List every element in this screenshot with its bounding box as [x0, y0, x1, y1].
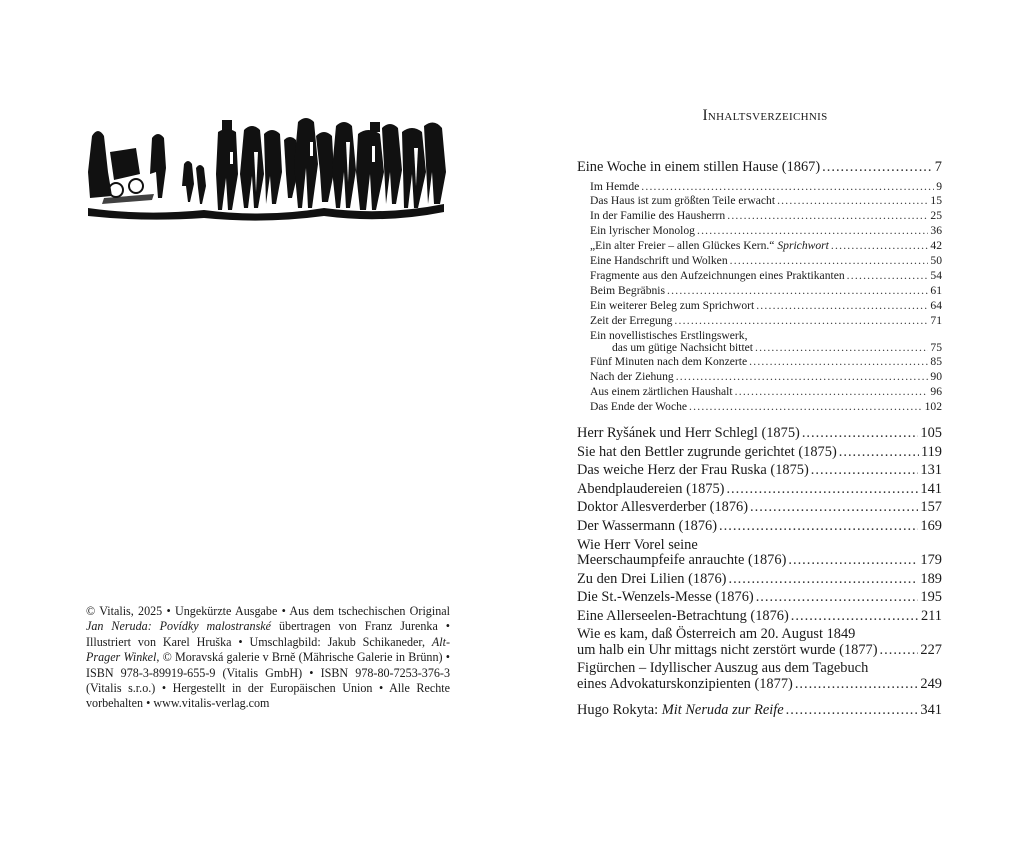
toc-subentry[interactable]: [577, 299, 942, 314]
toc-subentry-title: Zeit der Erregung: [590, 313, 673, 327]
toc-subentry-title: Aus einem zärtlichen Haushalt: [590, 385, 733, 399]
toc-subentry-multiline[interactable]: [577, 329, 942, 356]
colophon-text: übertragen von Franz Jurenka • Illustriert von Karel Hruška • Umschlagbild: Jakub Schikaneder,: [86, 619, 450, 649]
toc-entry-page: 211: [920, 607, 942, 624]
toc-entry-page: 131: [920, 462, 942, 479]
toc-entry-page: 7: [934, 159, 942, 175]
toc-entry-title: Meerschaumpfeife anrauchte (1876): [577, 552, 787, 569]
toc-subentry-page: 36: [930, 224, 942, 238]
toc-subentry[interactable]: [577, 254, 942, 269]
toc-subentry[interactable]: [577, 385, 942, 400]
toc-subentry-page: 9: [936, 179, 942, 193]
toc-subentry-page: 15: [930, 194, 942, 208]
toc-entry-title: Wie Herr Vorel seine: [577, 536, 698, 553]
toc-subentry-title: „Ein alter Freier – allen Glückes Kern.“ Sprichwort: [590, 239, 829, 253]
toc-subentry-page: 54: [930, 268, 942, 282]
toc-subentry-page: 85: [930, 355, 942, 369]
toc-subentry[interactable]: [577, 209, 942, 224]
toc-entry-title: Abendplaudereien (1875): [577, 480, 725, 497]
toc-subentry-page: 61: [930, 283, 942, 297]
toc-subentry-title: Fragmente aus den Aufzeichnungen eines Praktikanten: [590, 268, 845, 282]
toc-subentry-title: Nach der Ziehung: [590, 370, 674, 384]
toc-subentry-title: Beim Begräbnis: [590, 283, 666, 297]
toc-entry[interactable]: [577, 571, 942, 590]
toc-subentry-page: 96: [930, 385, 942, 399]
toc-entry-page: 179: [920, 552, 942, 569]
toc-entry-title: Figürchen – Idyllischer Auszug aus dem Tagebuch: [577, 660, 869, 677]
toc-entry-multiline[interactable]: [577, 626, 942, 660]
toc-entry-page: 227: [920, 641, 942, 658]
colophon: [86, 604, 450, 712]
toc-entry-page: 341: [920, 701, 942, 718]
toc-subentry-title: das um gütige Nachsicht bittet: [612, 340, 754, 354]
toc-entry-title: eines Advokaturskonzipienten (1877): [577, 675, 793, 692]
toc-subentry-title: Das Haus ist zum größten Teile erwacht: [590, 194, 776, 208]
original-title: Jan Neruda: Povídky malostranské: [86, 619, 272, 634]
toc-entry-title: Der Wassermann (1876): [577, 517, 718, 534]
toc-subentry[interactable]: [577, 194, 942, 209]
toc-entry-title: Hugo Rokyta: Mit Neruda zur Reife: [577, 701, 784, 718]
toc-entry-multiline[interactable]: [577, 537, 942, 571]
toc-entry-page: 157: [920, 499, 942, 516]
toc-subentry-page: 64: [930, 298, 942, 312]
toc-subentry[interactable]: [577, 370, 942, 385]
toc-subentry-page: 25: [930, 209, 942, 223]
toc-heading: Inhaltsverzeichnis: [702, 107, 828, 124]
toc-subentry[interactable]: [577, 224, 942, 239]
toc-afterword-entry[interactable]: [577, 702, 942, 721]
toc-subentry-page: 71: [930, 313, 942, 327]
toc-entry-page: 141: [920, 480, 942, 497]
toc-entry[interactable]: [577, 499, 942, 518]
colophon-text: , © Moravská galerie v Brně (Mährische Galerie in Brünn) • ISBN 978-3-89919-655-9 (Vitalis GmbH) • ISBN 978-80-7253-376-3 (Vitalis s.r.o.) • Hergestellt in der Europäischen Union • Alle Rechte vorbehalten • www.vitalis-verlag.com: [86, 650, 450, 711]
toc-entry[interactable]: [577, 444, 942, 463]
toc-entry-title: Das weiche Herz der Frau Ruska (1875): [577, 462, 809, 479]
toc-entry-page: 189: [920, 570, 942, 587]
toc-subentry-title: Das Ende der Woche: [590, 400, 688, 414]
toc-subentry-title: In der Familie des Hausherrn: [590, 209, 726, 223]
toc-subentry-page: 50: [930, 254, 942, 268]
toc-subentry-title: Ein weiterer Beleg zum Sprichwort: [590, 298, 755, 312]
toc-entry-title: um halb ein Uhr mittags nicht zerstört wurde (1877): [577, 641, 878, 658]
toc-subentry-page: 102: [924, 400, 942, 414]
toc-subentry-title: Fünf Minuten nach dem Konzerte: [590, 355, 748, 369]
toc-subentry[interactable]: [577, 239, 942, 254]
leader-dots: [822, 159, 933, 176]
toc-subentry-page: 75: [930, 340, 942, 354]
toc-entry-page: 119: [920, 443, 942, 460]
toc-subentry-page: 90: [930, 370, 942, 384]
toc-subentry[interactable]: [577, 180, 942, 195]
toc-entry-page: 105: [920, 424, 942, 441]
cover-title: Alt-Prager Winkel: [86, 634, 450, 665]
toc-entry-page: 169: [920, 517, 942, 534]
toc-entry[interactable]: [577, 608, 942, 627]
street-crowd-illustration: [84, 112, 448, 224]
toc-subentry-title: Ein novellistisches Erstlingswerk,: [590, 328, 748, 342]
toc-entry[interactable]: [577, 462, 942, 481]
toc-entry-multiline[interactable]: [577, 660, 942, 694]
toc-entry-page: 249: [920, 675, 942, 692]
toc-entry-title: Eine Woche in einem stillen Hause (1867): [577, 159, 821, 175]
colophon-text: © Vitalis, 2025 • Ungekürzte Ausgabe • Aus dem tschechischen Original: [86, 604, 450, 618]
toc-entry[interactable]: [577, 518, 942, 537]
right-page: [510, 0, 1020, 867]
toc-subentry-title: Ein lyrischer Monolog: [590, 224, 695, 238]
toc-entry[interactable]: [577, 159, 942, 178]
toc-entry-title: Die St.-Wenzels-Messe (1876): [577, 589, 754, 606]
toc-entry-title: Sie hat den Bettler zugrunde gerichtet (1875): [577, 443, 837, 460]
toc-entry-title: Zu den Drei Lilien (1876): [577, 570, 727, 587]
table-of-contents: [577, 159, 942, 720]
toc-entry[interactable]: [577, 481, 942, 500]
toc-subentry[interactable]: [577, 355, 942, 370]
toc-subentry[interactable]: [577, 400, 942, 415]
toc-entry[interactable]: [577, 425, 942, 444]
toc-entry-title: Doktor Allesverderber (1876): [577, 499, 749, 516]
toc-entry-title: Wie es kam, daß Österreich am 20. August 1849: [577, 626, 856, 643]
toc-entry-page: 195: [920, 589, 942, 606]
toc-subentry-title: Eine Handschrift und Wolken: [590, 254, 728, 268]
toc-entry[interactable]: [577, 589, 942, 608]
toc-entry-title: Eine Allerseelen-Betrachtung (1876): [577, 607, 789, 624]
toc-entry-title: Herr Ryšánek und Herr Schlegl (1875): [577, 424, 800, 441]
toc-subentry-page: 42: [930, 239, 942, 253]
toc-subentry-title: Im Hemde: [590, 179, 640, 193]
toc-subentry[interactable]: [577, 314, 942, 329]
toc-subentry[interactable]: [577, 269, 942, 284]
toc-subentry[interactable]: [577, 284, 942, 299]
